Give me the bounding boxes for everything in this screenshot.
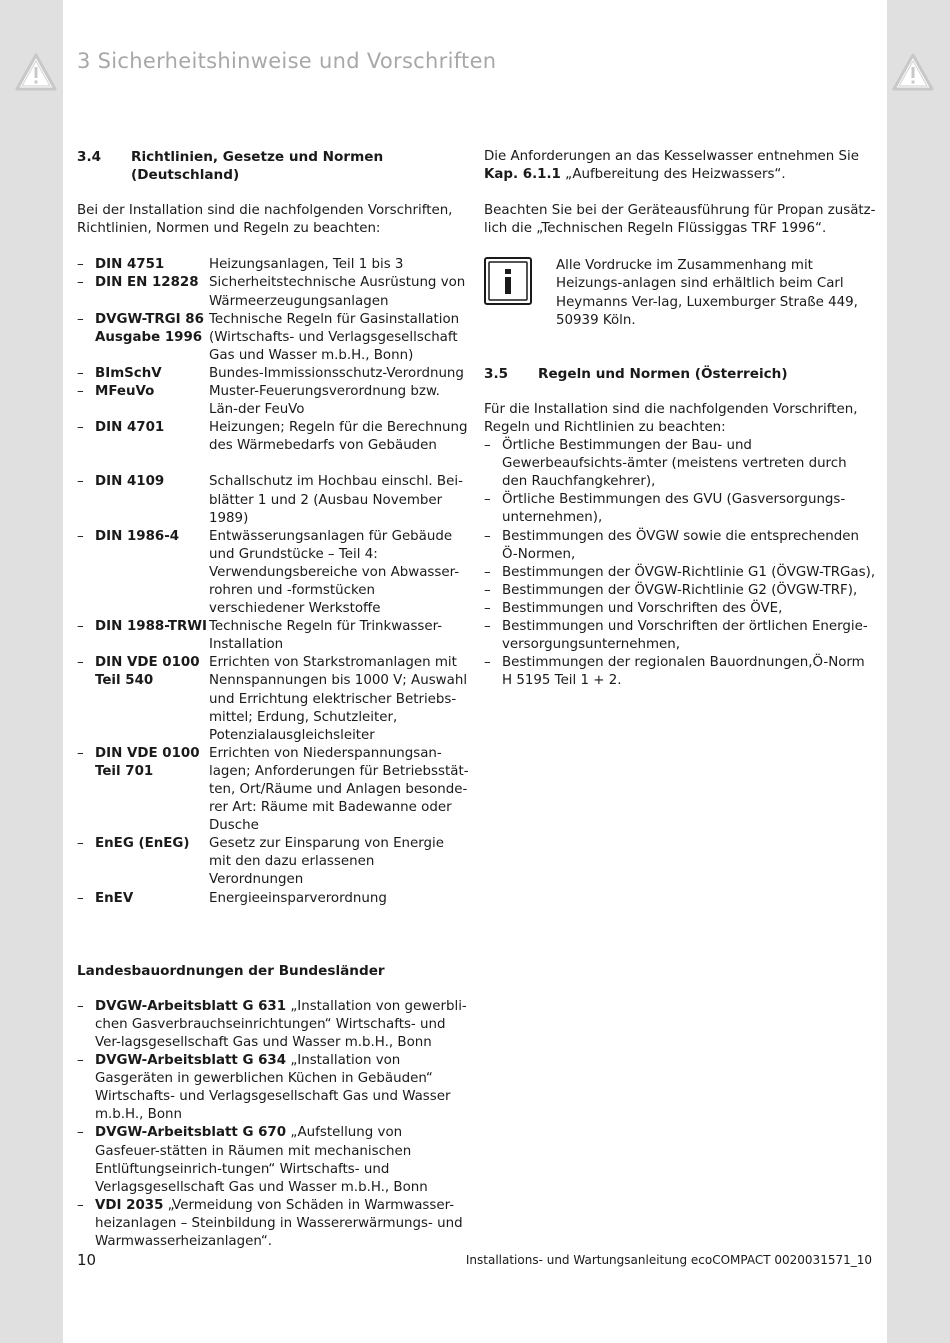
standard-description: „Aufstellung von Gasfeuer-stätten in Räumen mit mechanischen Entlüftungseinrich-tungen“ Wirtschafts- und Verlagsgesellschaft Gas und Wasser m.b.H., Bonn bbox=[95, 1125, 428, 1195]
norm-code-name: DIN VDE 0100 bbox=[95, 655, 200, 671]
norm-item bbox=[77, 835, 469, 889]
list-item-text bbox=[95, 1052, 469, 1124]
section-title: Regeln und Normen (Österreich) bbox=[538, 365, 788, 382]
info-note bbox=[484, 257, 876, 329]
list-dash: – bbox=[77, 998, 84, 1014]
list-item-text: Bestimmungen des ÖVGW sowie die entsprechenden Ö-Normen, bbox=[502, 528, 859, 562]
norm-item bbox=[77, 311, 469, 365]
list-item bbox=[484, 582, 876, 600]
section-title-line2: (Deutschland) bbox=[131, 167, 240, 184]
norm-item bbox=[77, 473, 469, 527]
section-3-5-heading bbox=[484, 365, 876, 383]
norm-code-name: DIN EN 12828 bbox=[95, 275, 199, 291]
list-dash: – bbox=[484, 528, 491, 544]
section-number: 3.5 bbox=[484, 365, 509, 382]
section-number: 3.4 bbox=[77, 149, 102, 165]
norm-code bbox=[95, 890, 209, 908]
standard-name: DVGW-Arbeitsblatt G 670 bbox=[95, 1125, 287, 1141]
norm-code bbox=[95, 383, 209, 419]
norm-code-name: DIN 4701 bbox=[95, 420, 165, 436]
standard-description: „Installation von gewerbli-chen Gasverbrauchseinrichtungen“ Wirtschafts- und Ver-lagsgesellschaft Gas und Wasser m.b.H., Bonn bbox=[95, 998, 467, 1050]
norm-item bbox=[77, 654, 469, 744]
list-dash: – bbox=[484, 655, 491, 671]
norm-code bbox=[95, 473, 209, 527]
list-dash: – bbox=[484, 618, 491, 634]
norm-description: Errichten von Starkstromanlagen mit Nennspannungen bis 1000 V; Auswahl und Errichtung elektrischer Betriebs-mittel; Erdung, Schutzleiter, Potenzialausgleichsleiter bbox=[209, 655, 468, 743]
norm-item bbox=[77, 419, 469, 455]
standard-name: DVGW-Arbeitsblatt G 634 bbox=[95, 1053, 287, 1069]
list-dash: – bbox=[77, 528, 84, 544]
norm-code bbox=[95, 365, 209, 383]
standard-description: „Installation von Gasgeräten in gewerblichen Küchen in Gebäuden“ Wirtschafts- und Verlagsgesellschaft Gas und Wasser m.b.H., Bonn bbox=[95, 1053, 451, 1123]
norm-code-name: DIN 1988-TRWI bbox=[95, 619, 208, 635]
norm-code bbox=[95, 745, 209, 835]
norm-code-name: DIN 4751 bbox=[95, 257, 165, 273]
norm-description: Sicherheitstechnische Ausrüstung von Wärmeerzeugungsanlagen bbox=[209, 275, 466, 309]
list-item bbox=[484, 437, 876, 491]
list-dash: – bbox=[77, 420, 84, 436]
norm-code-part: Teil 701 bbox=[95, 763, 154, 779]
norm-description: Heizungen; Regeln für die Berechnung des Wärmebedarfs von Gebäuden bbox=[209, 420, 468, 454]
norm-item bbox=[77, 383, 469, 419]
list-item-text: Bestimmungen und Vorschriften der örtlichen Energie-versorgungsunternehmen, bbox=[502, 618, 868, 653]
norm-item bbox=[77, 365, 469, 383]
norm-description: Muster-Feuerungsverordnung bzw. Län-der FeuVo bbox=[209, 384, 440, 418]
list-item-text: Bestimmungen und Vorschriften des ÖVE, bbox=[502, 600, 783, 616]
norm-description: Schallschutz im Hochbau einschl. Bei-blätter 1 und 2 (Ausbau November 1989) bbox=[209, 474, 463, 526]
list-dash: – bbox=[77, 836, 84, 852]
norm-code-part: Teil 540 bbox=[95, 673, 154, 689]
list-item-text: Bestimmungen der ÖVGW-Richtlinie G1 (ÖVGW-TRGas), bbox=[502, 564, 876, 580]
list-item-text: Örtliche Bestimmungen des GVU (Gasversorgungs-unternehmen), bbox=[502, 492, 846, 526]
right-column bbox=[484, 148, 876, 690]
info-icon bbox=[484, 257, 532, 305]
norm-code bbox=[95, 528, 209, 618]
norm-list bbox=[77, 256, 469, 907]
section-title bbox=[131, 148, 383, 184]
norm-code bbox=[95, 835, 209, 889]
list-dash: – bbox=[77, 257, 84, 273]
norm-item bbox=[77, 890, 469, 908]
norm-code-name: DIN VDE 0100 bbox=[95, 745, 200, 761]
kessel-text: Die Anforderungen an das Kesselwasser entnehmen Sie bbox=[484, 149, 859, 164]
section-3-5-intro: Für die Installation sind die nachfolgenden Vorschriften, Regeln und Richtlinien zu beachten: bbox=[484, 401, 858, 435]
norm-description: Gesetz zur Einsparung von Energie mit den dazu erlassenen Verordnungen bbox=[209, 836, 445, 888]
norm-code-name: DVGW-TRGI 86 bbox=[95, 311, 204, 327]
chapter-reference: Kap. 6.1.1 bbox=[484, 167, 561, 183]
list-item bbox=[484, 528, 876, 564]
list-item bbox=[77, 1052, 469, 1124]
list-dash: – bbox=[77, 474, 84, 490]
norm-item bbox=[77, 745, 469, 835]
norm-code bbox=[95, 311, 209, 365]
list-item-text: Bestimmungen der ÖVGW-Richtlinie G2 (ÖVGW-TRF), bbox=[502, 582, 858, 598]
list-dash: – bbox=[484, 492, 491, 508]
standard-name: VDI 2035 bbox=[95, 1197, 164, 1213]
chapter-title: 3 Sicherheitshinweise und Vorschriften bbox=[77, 49, 497, 73]
norm-description: Energieeinsparverordnung bbox=[209, 890, 387, 906]
kessel-text-end: „Aufbereitung des Heizwassers“. bbox=[560, 167, 786, 183]
norm-item bbox=[77, 256, 469, 274]
list-dash: – bbox=[77, 890, 84, 906]
norm-code-name: DIN 4109 bbox=[95, 474, 165, 490]
list-item bbox=[484, 564, 876, 582]
list-dash: – bbox=[77, 1053, 84, 1069]
norm-code-part: Ausgabe 1996 bbox=[95, 329, 203, 345]
list-dash: – bbox=[484, 438, 491, 454]
norm-description: Errichten von Niederspannungsan-lagen; Anforderungen für Betriebsstät-ten, Ort/Räume und Anlagen besonde-rer Art: Räume mit Badewanne oder Dusche bbox=[209, 745, 469, 834]
list-item bbox=[484, 600, 876, 618]
list-item bbox=[77, 1124, 469, 1196]
warning-triangle-icon bbox=[14, 52, 58, 92]
list-dash: – bbox=[77, 275, 84, 291]
norm-description: Entwässerungsanlagen für Gebäude und Grundstücke – Teil 4: Verwendungsbereiche von Abwasser-rohren und -formstücken verschiedener Werkstoffe bbox=[209, 528, 460, 617]
list-item bbox=[484, 491, 876, 527]
section-intro: Bei der Installation sind die nachfolgenden Vorschriften, Richtlinien, Normen und Regeln zu beachten: bbox=[77, 203, 453, 237]
norm-description: Technische Regeln für Gasinstallation (Wirtschafts- und Verlagsgesellschaft Gas und Wasser m.b.H., Bonn) bbox=[209, 311, 460, 363]
norm-code bbox=[95, 654, 209, 744]
list-dash: – bbox=[77, 745, 84, 761]
list-dash: – bbox=[77, 1125, 84, 1141]
list-dash: – bbox=[484, 564, 491, 580]
norm-description: Heizungsanlagen, Teil 1 bis 3 bbox=[209, 257, 404, 273]
kessel-paragraph bbox=[484, 148, 876, 184]
list-dash: – bbox=[77, 1197, 84, 1213]
document-title: Installations- und Wartungsanleitung ecoCOMPACT 0020031571_10 bbox=[465, 1253, 872, 1267]
list-dash: – bbox=[77, 384, 84, 400]
norm-description: Technische Regeln für Trinkwasser-Installation bbox=[209, 619, 443, 653]
info-note-text: Alle Vordrucke im Zusammenhang mit Heizungs-anlagen sind erhältlich beim Carl Heymanns Ver-lag, Luxemburger Straße 449, 50939 Köln. bbox=[556, 258, 858, 328]
norm-code-name: EnEG (EnEG) bbox=[95, 836, 190, 852]
list-dash: – bbox=[77, 655, 84, 671]
list-item bbox=[484, 654, 876, 690]
norm-code bbox=[95, 618, 209, 654]
list-item bbox=[77, 998, 469, 1052]
norm-code-name: BImSchV bbox=[95, 365, 162, 381]
norm-code bbox=[95, 274, 209, 310]
list-dash: – bbox=[77, 311, 84, 327]
norm-code-name: EnEV bbox=[95, 890, 134, 906]
list-item-text: Bestimmungen der regionalen Bauordnungen,Ö-Norm H 5195 Teil 1 + 2. bbox=[502, 655, 865, 689]
list-item bbox=[77, 1197, 469, 1251]
list-dash: – bbox=[484, 600, 491, 616]
list-item-text bbox=[95, 998, 469, 1052]
list-dash: – bbox=[77, 619, 84, 635]
list-item-text bbox=[95, 1124, 469, 1196]
norm-code-name: MFeuVo bbox=[95, 384, 155, 400]
norm-code bbox=[95, 256, 209, 274]
propan-paragraph: Beachten Sie bei der Geräteausführung für Propan zusätz-lich die „Technischen Regeln Flüssiggas TRF 1996“. bbox=[484, 203, 876, 237]
list-dash: – bbox=[77, 365, 84, 381]
page-number: 10 bbox=[77, 1251, 97, 1269]
norm-item bbox=[77, 618, 469, 654]
norm-description: Bundes-Immissionsschutz-Verordnung bbox=[209, 365, 464, 381]
section-title-line1: Richtlinien, Gesetze und Normen bbox=[131, 149, 384, 165]
norm-code-name: DIN 1986-4 bbox=[95, 528, 180, 544]
warning-triangle-icon bbox=[891, 52, 935, 92]
austria-rules-list bbox=[484, 437, 876, 690]
standard-name: DVGW-Arbeitsblatt G 631 bbox=[95, 998, 287, 1014]
list-dash: – bbox=[484, 582, 491, 598]
left-column bbox=[77, 148, 469, 1251]
list-item-text: Örtliche Bestimmungen der Bau- und Gewerbeaufsichts-ämter (meistens vertreten durch den Rauchfangkehrer), bbox=[502, 438, 847, 490]
list-item bbox=[484, 618, 876, 654]
norm-item bbox=[77, 274, 469, 310]
section-3-4-heading bbox=[77, 148, 469, 184]
landesbau-list bbox=[77, 998, 469, 1251]
landesbau-heading: Landesbauordnungen der Bundesländer bbox=[77, 962, 385, 979]
norm-code bbox=[95, 419, 209, 455]
list-item-text bbox=[95, 1197, 469, 1251]
norm-item bbox=[77, 528, 469, 618]
standard-description: „Vermeidung von Schäden in Warmwasser-heizanlagen – Steinbildung in Wassererwärmungs- und Warmwasserheizanlagen“. bbox=[95, 1197, 463, 1249]
